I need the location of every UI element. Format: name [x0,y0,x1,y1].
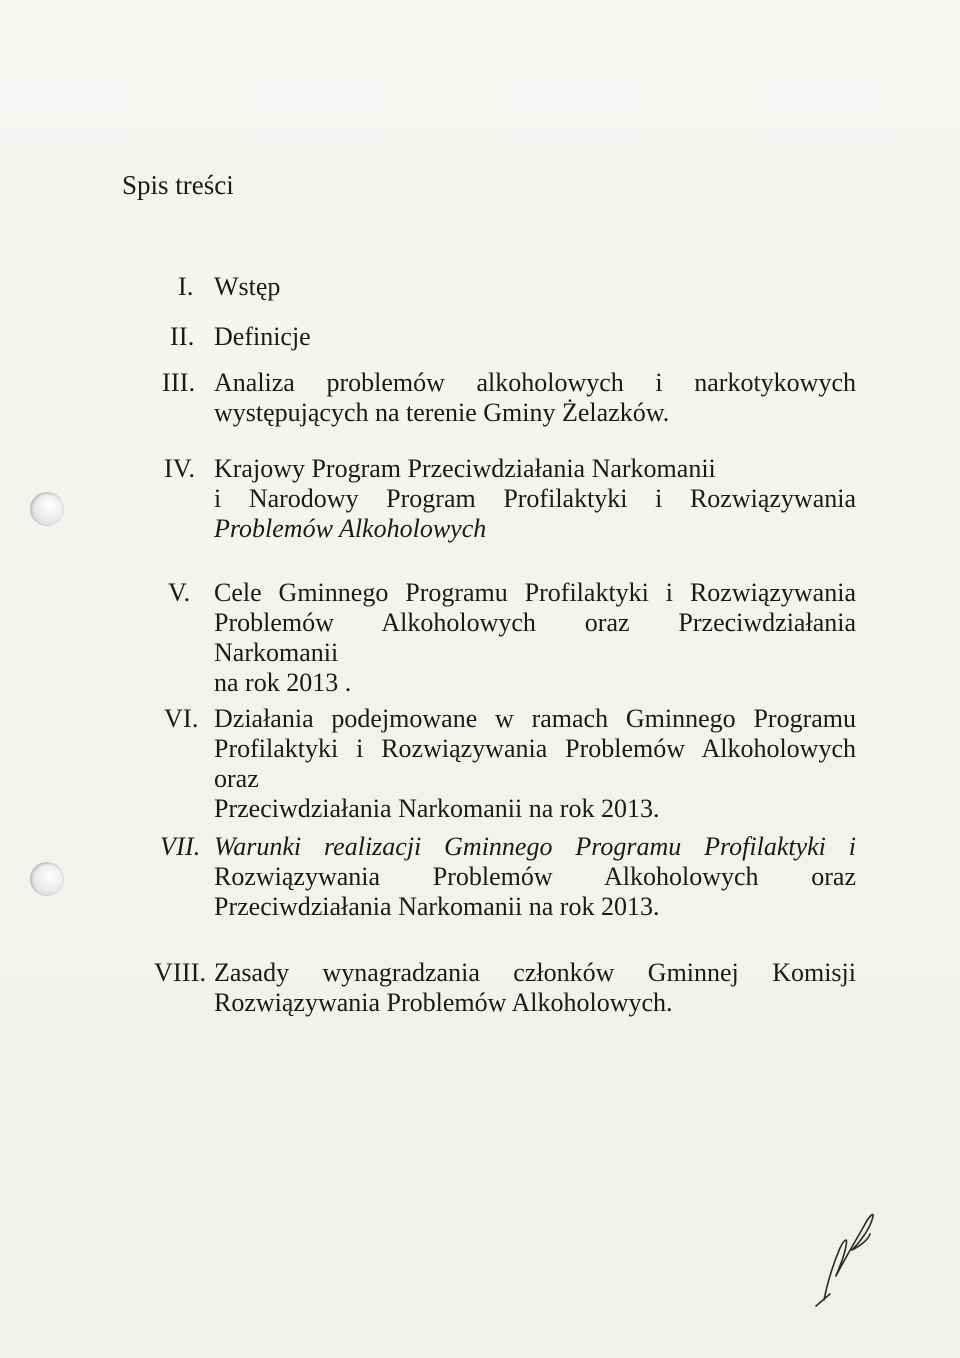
toc-text [214,704,856,824]
toc-line: Definicje [214,322,311,351]
toc-number: V. [168,578,191,607]
toc-line: występujących na terenie Gminy Żelazków. [214,398,670,427]
page-title: Spis treści [122,170,234,200]
punch-hole [30,492,64,526]
toc-line: i Narodowy Program Profilaktyki i Rozwiązywania [214,484,856,513]
toc-line: Krajowy Program Przeciwdziałania Narkomanii [214,454,716,483]
toc-line: Profilaktyki i Rozwiązywania Problemów Alkoholowych oraz [214,734,856,793]
toc-number: IV. [164,454,196,483]
toc-line: Problemów Alkoholowych oraz Przeciwdziałania Narkomanii [214,608,856,667]
toc-text [214,958,856,1018]
toc-number: VIII. [154,958,207,987]
toc-line: Analiza problemów alkoholowych i narkotykowych [214,368,856,397]
toc-line: Przeciwdziałania Narkomanii na rok 2013. [214,892,660,921]
toc-number: I. [178,272,194,301]
toc-text [214,272,856,302]
toc-text [214,454,856,544]
toc-line: Rozwiązywania Problemów Alkoholowych. [214,988,673,1017]
toc-text [214,322,856,352]
toc-number: II. [170,322,195,351]
toc-text [214,832,856,922]
toc-number: VI. [164,704,199,733]
toc-line: Działania podejmowane w ramach Gminnego Programu [214,704,856,733]
toc-line: Zasady wynagradzania członków Gminnej Komisji [214,958,856,987]
toc-number: III. [162,368,196,397]
toc-number: VII. [160,832,201,861]
toc-line: Rozwiązywania Problemów Alkoholowych oraz [214,862,856,891]
toc-line: Przeciwdziałania Narkomanii na rok 2013. [214,794,660,823]
toc-line: Problemów Alkoholowych [214,514,487,543]
toc-line: na rok 2013 . [214,668,352,697]
toc-line: Wstęp [214,272,281,301]
punch-hole [30,862,64,896]
toc-line: Warunki realizacji Gminnego Programu Profilaktyki i [214,832,856,861]
toc-text [214,368,856,428]
toc-text [214,578,856,698]
toc-line: Cele Gminnego Programu Profilaktyki i Rozwiązywania [214,578,856,607]
handwritten-signature [810,1200,890,1310]
